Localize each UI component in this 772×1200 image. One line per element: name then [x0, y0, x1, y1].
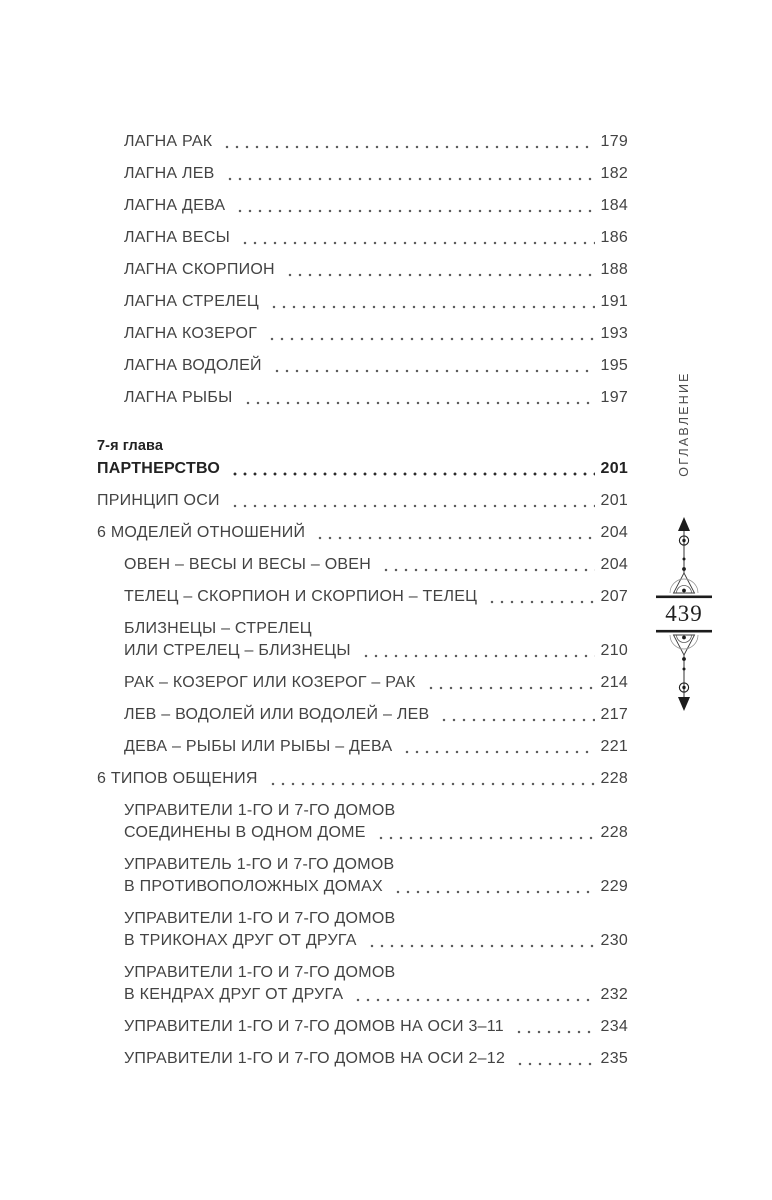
toc-entry-page: 197: [600, 389, 628, 406]
toc-entry-line: [124, 291, 628, 313]
toc-entry-label: ОВЕН – ВЕСЫ И ВЕСЫ – ОВЕН: [124, 556, 372, 573]
dot-leader: [400, 736, 594, 758]
dot-leader: [220, 131, 594, 153]
toc-entry-page: 229: [600, 878, 628, 895]
toc-entry-line: [124, 984, 628, 1006]
toc-entry-label: ЛАГНА ЛЕВ: [124, 165, 215, 182]
toc-entry-line: [124, 640, 628, 662]
toc-entry-page: 191: [600, 293, 628, 310]
toc-entry-label: ЛАГНА КОЗЕРОГ: [124, 325, 258, 342]
toc-entry-page: 182: [600, 165, 628, 182]
toc-entry-line: [124, 1016, 628, 1038]
toc-entry-line: [124, 163, 628, 185]
toc-entry-label: В ПРОТИВОПОЛОЖНЫХ ДОМАХ: [124, 878, 383, 895]
toc-entry-page: 207: [600, 588, 628, 605]
toc-entry-line: [97, 522, 628, 544]
dot-leader: [270, 355, 595, 377]
toc-entry-page: 193: [600, 325, 628, 342]
toc-entry: [97, 554, 628, 576]
toc-entry-label: ЛАГНА ВЕСЫ: [124, 229, 231, 246]
toc-entry-page: 204: [600, 556, 628, 573]
toc-entry-page: 234: [600, 1018, 628, 1035]
toc-entry-page: 201: [600, 460, 628, 477]
toc-entry-label: ПАРТНЕРСТВО: [97, 460, 221, 477]
toc-entry-line: [124, 323, 628, 345]
toc-entry: [97, 704, 628, 726]
toc-entry: [97, 672, 628, 694]
toc-entry-label: ЛАГНА СКОРПИОН: [124, 261, 275, 278]
toc-entry-page: 204: [600, 524, 628, 541]
toc-entry-label: ЛАГНА РАК: [124, 133, 213, 150]
toc-entry: [97, 163, 628, 185]
toc-entry: [97, 131, 628, 153]
toc-entry-label: УПРАВИТЕЛИ 1-ГО И 7-ГО ДОМОВ НА ОСИ 2–12: [124, 1050, 506, 1067]
toc-entry: [97, 387, 628, 409]
toc-entry: [97, 768, 628, 790]
toc-entry-line: [124, 876, 628, 898]
toc-entry-label: ЛАГНА ДЕВА: [124, 197, 226, 214]
dot-leader: [283, 259, 595, 281]
toc-entry-label: 7-я глава: [97, 438, 164, 454]
toc-entry-page: 188: [600, 261, 628, 278]
toc-entry-page: 228: [600, 770, 628, 787]
toc-entry: [97, 435, 628, 457]
dot-leader: [265, 323, 594, 345]
toc-entry: [97, 908, 628, 952]
toc-entry-page: 195: [600, 357, 628, 374]
toc-entry-line: [124, 822, 628, 844]
toc-entry-label: БЛИЗНЕЦЫ – СТРЕЛЕЦ: [124, 620, 312, 637]
toc-entry-label: УПРАВИТЕЛЬ 1-ГО И 7-ГО ДОМОВ: [124, 856, 395, 873]
toc-entry-label: ДЕВА – РЫБЫ ИЛИ РЫБЫ – ДЕВА: [124, 738, 393, 755]
folio-ornament: [656, 517, 712, 711]
dot-leader: [228, 458, 594, 480]
dot-leader: [485, 586, 594, 608]
toc-entry-line: [124, 131, 628, 153]
dot-leader: [351, 984, 594, 1006]
dot-leader: [424, 672, 595, 694]
toc-entry-line: [97, 435, 628, 457]
dot-leader: [241, 387, 595, 409]
toc-entry-page: 230: [600, 932, 628, 949]
dot-leader: [374, 822, 595, 844]
toc-entry-label: ПРИНЦИП ОСИ: [97, 492, 220, 509]
dot-leader: [513, 1048, 594, 1070]
toc-entry-page: 201: [600, 492, 628, 509]
toc-entry: [97, 736, 628, 758]
toc-entry-label: ТЕЛЕЦ – СКОРПИОН И СКОРПИОН – ТЕЛЕЦ: [124, 588, 478, 605]
toc-entry: [97, 586, 628, 608]
toc-entry-label: УПРАВИТЕЛИ 1-ГО И 7-ГО ДОМОВ: [124, 910, 396, 927]
toc-entry-line: [124, 355, 628, 377]
dot-leader: [233, 195, 594, 217]
dot-leader: [359, 640, 595, 662]
dot-leader: [228, 490, 595, 512]
toc-entry-page: 221: [600, 738, 628, 755]
dot-leader: [313, 522, 594, 544]
dot-leader: [391, 876, 595, 898]
toc-entry-page: 232: [600, 986, 628, 1003]
toc-entry-line: [124, 672, 628, 694]
toc-entry: [97, 227, 628, 249]
toc-entry-page: 179: [600, 133, 628, 150]
toc-entry: [97, 522, 628, 544]
toc-entry: [97, 355, 628, 377]
section-spine-label: ОГЛАВЛЕНИЕ: [677, 371, 691, 477]
toc-entry-line: [124, 1048, 628, 1070]
toc-entry-label: В КЕНДРАХ ДРУГ ОТ ДРУГА: [124, 986, 344, 1003]
toc-entry: [97, 490, 628, 512]
toc-entry-page: 184: [600, 197, 628, 214]
toc-entry-label: ЛЕВ – ВОДОЛЕЙ ИЛИ ВОДОЛЕЙ – ЛЕВ: [124, 706, 430, 723]
toc-entry: [97, 1048, 628, 1070]
up-arrow-ornament-icon: [656, 517, 712, 601]
toc-entry-line: [124, 259, 628, 281]
toc-entry: [97, 195, 628, 217]
toc-entry: [97, 259, 628, 281]
dot-leader: [266, 768, 595, 790]
toc-entry: [97, 854, 628, 898]
toc-entry-line: [124, 554, 628, 576]
toc-entry-label: ИЛИ СТРЕЛЕЦ – БЛИЗНЕЦЫ: [124, 642, 351, 659]
toc-entry-label: 6 ТИПОВ ОБЩЕНИЯ: [97, 770, 258, 787]
toc-entry-line: [124, 387, 628, 409]
toc-entry-line: [124, 930, 628, 952]
toc-entry-line: [124, 736, 628, 758]
dot-leader: [379, 554, 595, 576]
toc-entry-label: ЛАГНА ВОДОЛЕЙ: [124, 357, 262, 374]
toc-entry-line: [124, 195, 628, 217]
toc-entry-page: 235: [600, 1050, 628, 1067]
toc-entry: [97, 291, 628, 313]
toc-entry-label: УПРАВИТЕЛИ 1-ГО И 7-ГО ДОМОВ: [124, 964, 396, 981]
dot-leader: [223, 163, 595, 185]
toc-entry-label: 6 МОДЕЛЕЙ ОТНОШЕНИЙ: [97, 524, 306, 541]
toc-entry-line: [124, 227, 628, 249]
folio-page-number: 439: [665, 601, 703, 626]
toc-entry-page: 214: [600, 674, 628, 691]
dot-leader: [238, 227, 594, 249]
toc-entry: [97, 962, 628, 1006]
dot-leader: [437, 704, 594, 726]
toc-entry: [97, 800, 628, 844]
toc-entry-line: [97, 490, 628, 512]
toc-entry-label: ЛАГНА РЫБЫ: [124, 389, 233, 406]
toc-entry-line: [124, 704, 628, 726]
toc-entry-line: [97, 768, 628, 790]
toc-entry-label: УПРАВИТЕЛИ 1-ГО И 7-ГО ДОМОВ НА ОСИ 3–11: [124, 1018, 504, 1035]
toc-entry: [97, 458, 628, 480]
toc-list: [97, 131, 628, 1080]
toc-entry-page: 186: [600, 229, 628, 246]
dot-leader: [267, 291, 595, 313]
dot-leader: [512, 1016, 595, 1038]
toc-entry-label: РАК – КОЗЕРОГ ИЛИ КОЗЕРОГ – РАК: [124, 674, 416, 691]
toc-entry: [97, 1016, 628, 1038]
toc-entry-label: УПРАВИТЕЛИ 1-ГО И 7-ГО ДОМОВ: [124, 802, 396, 819]
toc-entry-label: ЛАГНА СТРЕЛЕЦ: [124, 293, 259, 310]
toc-entry-line: [124, 586, 628, 608]
toc-entry-label: В ТРИКОНАХ ДРУГ ОТ ДРУГА: [124, 932, 357, 949]
toc-entry-page: 217: [600, 706, 628, 723]
toc-entry: [97, 618, 628, 662]
toc-entry-label: СОЕДИНЕНЫ В ОДНОМ ДОМЕ: [124, 824, 366, 841]
toc-entry-page: 228: [600, 824, 628, 841]
dot-leader: [365, 930, 595, 952]
toc-entry-line: [97, 458, 628, 480]
down-arrow-ornament-icon: [656, 627, 712, 711]
toc-entry-page: 210: [600, 642, 628, 659]
toc-entry: [97, 323, 628, 345]
